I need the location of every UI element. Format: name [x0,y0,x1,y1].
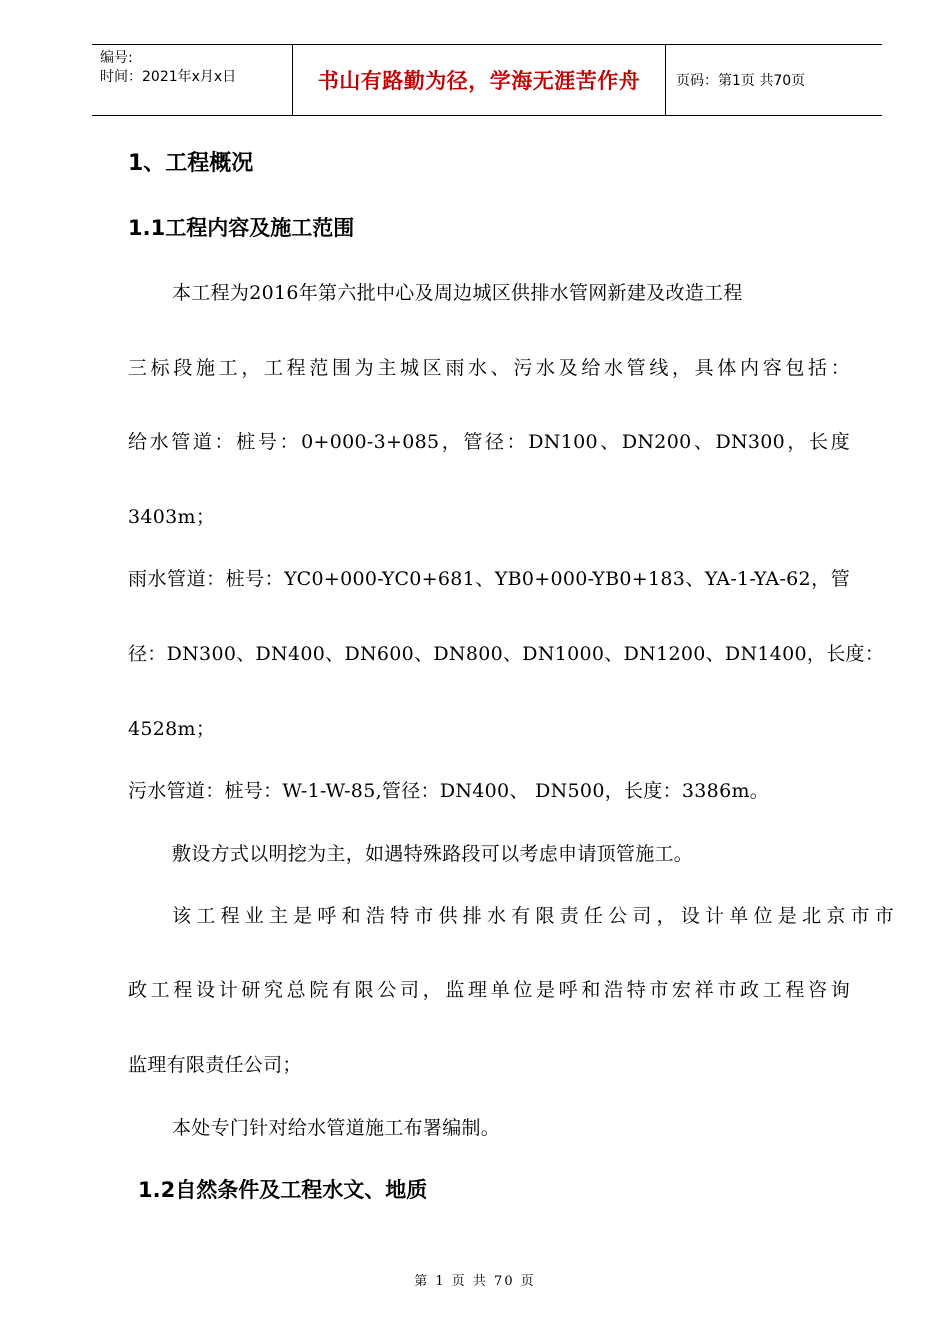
paragraph-line: 4528m； [128,718,216,740]
header-time-label: 时间：2021年x月x日 [100,69,237,85]
paragraph-line: 3403m； [128,506,216,528]
header-number-label: 编号: [100,50,133,66]
header-page-label: 页码：第1页 共70页 [676,73,806,89]
paragraph-line: 径：DN300、DN400、DN600、DN800、DN1000、DN1200、DN1400，长度： [128,643,885,665]
header-meta [100,49,236,87]
subsection-title: 1.2自然条件及工程水文、地质 [138,1178,428,1202]
paragraph-line: 该工程业主是呼和浩特市供排水有限责任公司，设计单位是北京市市 [172,905,894,927]
paragraph-line: 污水管道：桩号：W-1-W-85,管径：DN400、 DN500，长度：3386m。 [128,780,770,802]
paragraph-line: 本工程为2016年第六批中心及周边城区供排水管网新建及改造工程 [172,282,743,304]
paragraph-line: 雨水管道：桩号：YC0+000-YC0+681、YB0+000-YB0+183、YA-1-YA-62，管 [128,568,850,590]
paragraph-line: 三标段施工，工程范围为主城区雨水、污水及给水管线，具体内容包括： [128,357,850,379]
paragraph-line: 本处专门针对给水管道施工布署编制。 [172,1117,501,1139]
paragraph-line: 监理有限责任公司； [128,1054,302,1076]
header-motto: 书山有路勤为径，学海无涯苦作舟 [317,69,641,93]
page-header [92,44,882,116]
header-divider [665,45,666,115]
paragraph-line: 给水管道：桩号：0+000-3+085，管径：DN100、DN200、DN300，长度 [128,431,850,453]
subsection-title: 1.1工程内容及施工范围 [128,216,355,240]
paragraph-line: 政工程设计研究总院有限公司，监理单位是呼和浩特市宏祥市政工程咨询 [128,979,850,1001]
section-title: 1、工程概况 [128,151,254,176]
paragraph-line: 敷设方式以明挖为主，如遇特殊路段可以考虑申请顶管施工。 [172,843,694,865]
page-footer: 第 1 页 共 70 页 [414,1274,536,1289]
